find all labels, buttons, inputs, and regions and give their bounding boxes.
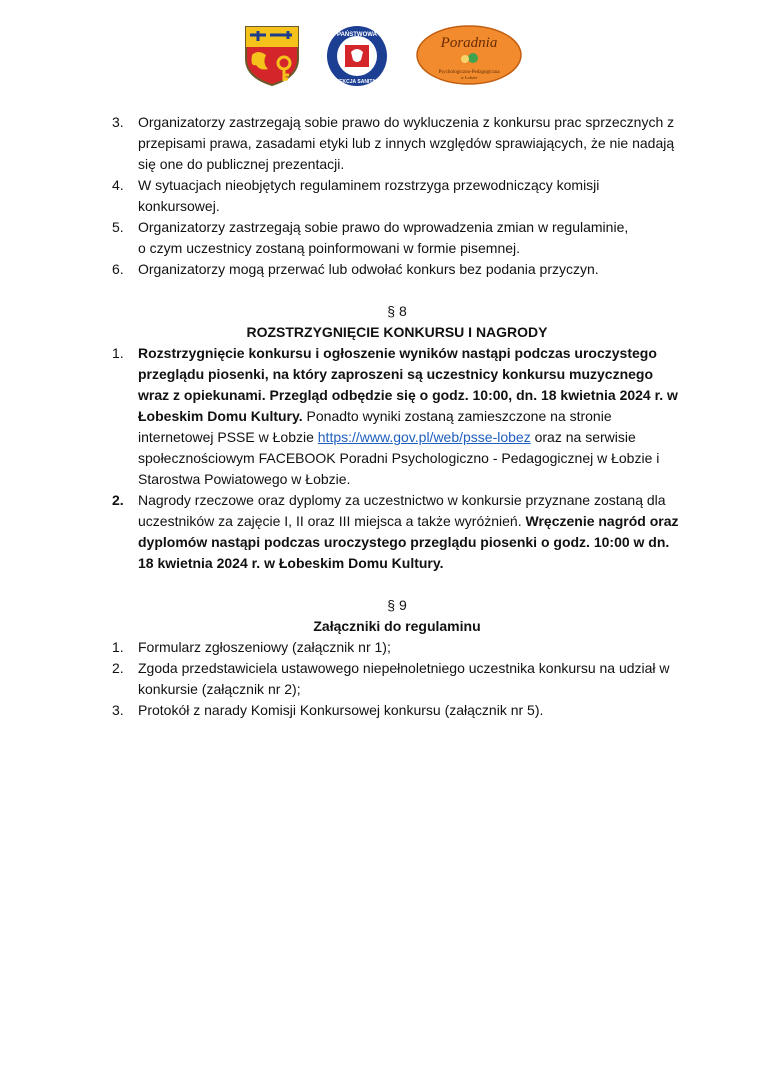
poradnia-logo-subtitle: Psychologiczno-Pedagogiczna	[438, 70, 500, 75]
list-item	[112, 217, 682, 259]
list-item-number: 2.	[112, 660, 124, 676]
psse-logo-bottom-text: INSPEKCJA SANITARNA	[327, 79, 387, 85]
list-item-text-line1: Organizatorzy zastrzegają sobie prawo do wprowadzenia zmian w regulaminie,	[138, 219, 629, 235]
list-item	[112, 490, 682, 574]
list-item-number: 3.	[112, 114, 124, 130]
list-item-text: Formularz zgłoszeniowy (załącznik nr 1);	[138, 639, 391, 655]
header-logos	[244, 22, 522, 88]
section8-symbol: § 8	[387, 303, 407, 319]
list-item-text: W sytuacjach nieobjętych regulaminem rozstrzyga przewodniczący komisji konkursowej.	[138, 177, 600, 214]
list-item-number: 1.	[112, 639, 124, 655]
psse-website-link[interactable]: https://www.gov.pl/web/psse-lobez	[317, 429, 531, 445]
list-item	[112, 637, 682, 658]
poradnia-logo-subtitle-2: w Łobzie	[460, 75, 478, 80]
section9-symbol: § 9	[387, 597, 407, 613]
list-item-number: 2.	[112, 492, 124, 508]
list-item-number: 6.	[112, 261, 124, 277]
section9-list	[112, 637, 682, 721]
list-item-text: Organizatorzy mogą przerwać lub odwołać konkurs bez podania przyczyn.	[138, 261, 599, 277]
list-item-text: Nagrody rzeczowe oraz dyplomy za uczestnictwo w konkursie przyznane zostaną dla uczestników za zajęcie I, II oraz III miejsca a także wyróżnień.	[138, 492, 666, 529]
list-item-text: Protokół z narady Komisji Konkursowej konkursu (załącznik nr 5).	[138, 702, 544, 718]
section8-list	[112, 343, 682, 574]
list-item	[112, 259, 682, 280]
list-item-text: Zgoda przedstawiciela ustawowego niepełnoletniego uczestnika konkursu na udział w konkursie (załącznik nr 2);	[138, 660, 670, 697]
list-item-number: 4.	[112, 177, 124, 193]
document-body	[112, 112, 682, 721]
poradnia-logo-title: Poradnia	[440, 35, 498, 51]
coat-of-arms-logo	[244, 25, 300, 87]
list-item-number: 3.	[112, 702, 124, 718]
list-item-number: 1.	[112, 345, 124, 361]
list-item-bold-text: Rozstrzygnięcie konkursu i ogłoszenie wyników nastąpi podczas uroczystego przeglądu piosenki, na który zaproszeni są uczestnicy konkursu muzycznego wraz z opiekunami. Przegląd odbędzie się o godz. 10:00, dn. 18 kwietnia 2024 r. w Łobeskim Domu Kultury.	[138, 345, 678, 424]
psse-logo	[324, 24, 390, 88]
list-item	[112, 175, 682, 217]
list-item	[112, 343, 682, 490]
list-item-bold-text: Wręczenie nagród oraz dyplomów nastąpi podczas uroczystego przeglądu piosenki o godz. 10:00 w dn. 18 kwietnia 2024 r. w Łobeskim Domu Kultury.	[138, 513, 679, 571]
list-item-text: Organizatorzy zastrzegają sobie prawo do wykluczenia z konkursu prac sprzecznych z przepisami prawa, zasadami etyki lub z innych względów sprawiających, że nie nadają się one do publicznej prezentacji.	[138, 114, 675, 172]
list-item-text-after-link: oraz na serwisie społecznościowym FACEBOOK Poradni Psychologiczno - Pedagogicznej w Łobzie i Starostwa Powiatowego w Łobzie.	[138, 429, 660, 487]
list-item	[112, 700, 682, 721]
list-item-number: 5.	[112, 219, 124, 235]
list-item-text: Ponadto wyniki zostaną zamieszczone na stronie internetowej PSSE w Łobzie	[138, 408, 612, 445]
poradnia-logo	[416, 25, 522, 85]
psse-logo-top-text: PAŃSTWOWA	[337, 32, 377, 38]
section9-title: Załączniki do regulaminu	[313, 618, 481, 634]
section8-title: ROZSTRZYGNIĘCIE KONKURSU I NAGRODY	[246, 324, 548, 340]
list-item	[112, 112, 682, 175]
list-item-text-line2: o czym uczestnicy zostaną poinformowani w formie pisemnej.	[138, 240, 521, 256]
list-item	[112, 658, 682, 700]
section7-list	[112, 112, 682, 280]
